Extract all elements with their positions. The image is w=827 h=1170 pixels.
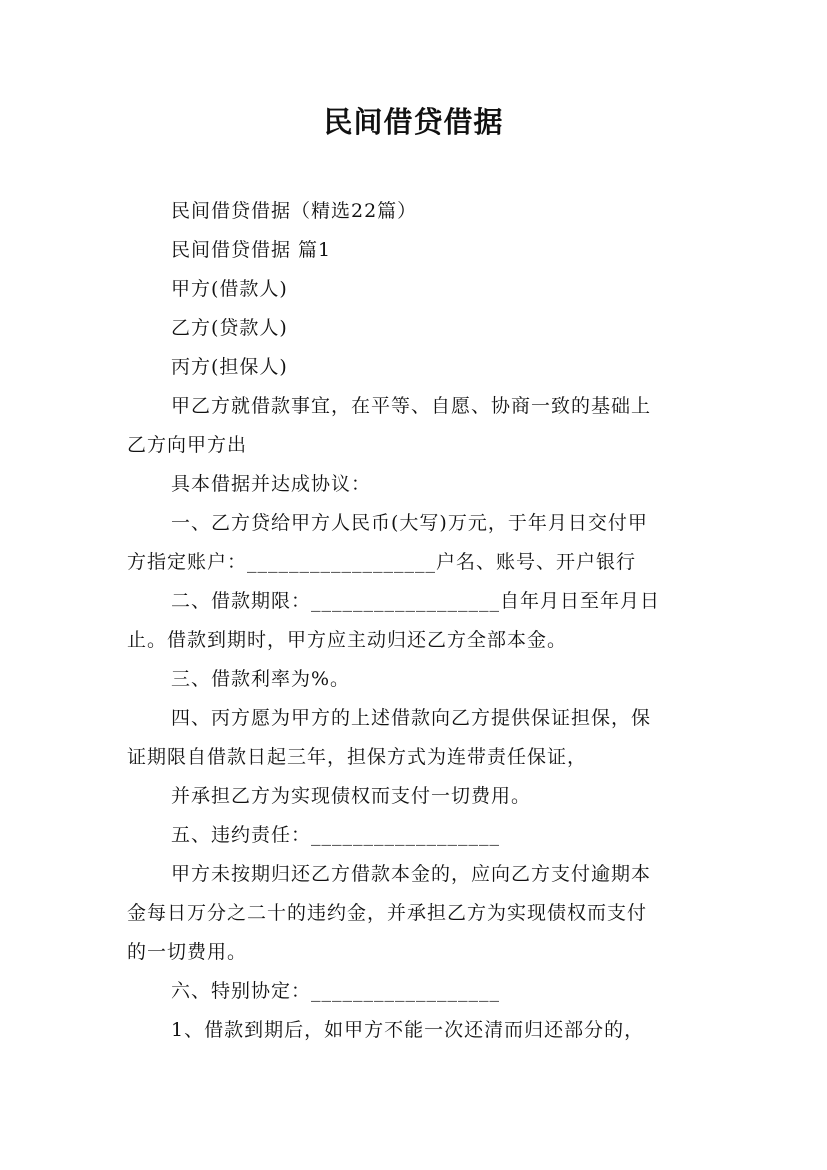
clause-5-detail-line-1: 甲方未按期归还乙方借款本金的，应向乙方支付逾期本 <box>171 863 652 885</box>
document-title: 民间借贷借据 <box>323 105 504 139</box>
party-c-line: 丙方(担保人) <box>171 356 288 378</box>
paragraph-subtitle: 民间借贷借据（精选22篇） <box>171 200 418 222</box>
intro-paragraph-line-2: 乙方向甲方出 <box>127 434 248 456</box>
clause-3: 三、借款利率为%。 <box>171 668 351 690</box>
intro-paragraph-line-1: 甲乙方就借款事宜，在平等、自愿、协商一致的基础上 <box>171 395 652 417</box>
clause-1-line-1: 一、乙方贷给甲方人民币(大写)万元，于年月日交付甲 <box>171 512 648 534</box>
paragraph-section-heading: 民间借贷借据 篇1 <box>171 239 332 261</box>
clause-2-line-2: 止。借款到期时，甲方应主动归还乙方全部本金。 <box>127 629 568 651</box>
document-body <box>127 192 705 1050</box>
clause-4-line-2: 证期限自借款日起三年，担保方式为连带责任保证， <box>127 746 588 768</box>
clause-5: 五、违约责任：__________________ <box>171 824 501 846</box>
clause-6-item-1: 1、借款到期后，如甲方不能一次还清而归还部分的， <box>171 1019 645 1041</box>
clause-6: 六、特别协定：__________________ <box>171 980 501 1002</box>
clause-2-line-1: 二、借款期限：__________________自年月日至年月日 <box>171 590 661 612</box>
party-b-line: 乙方(贷款人) <box>171 317 288 339</box>
clause-5-detail-line-2: 金每日万分之二十的违约金，并承担乙方为实现债权而支付 <box>127 902 648 924</box>
party-a-line: 甲方(借款人) <box>171 278 288 300</box>
agreement-statement: 具本借据并达成协议： <box>171 473 372 495</box>
clause-1-line-2: 方指定账户：__________________户名、账号、开户银行 <box>127 551 637 573</box>
clause-5-detail-line-3: 的一切费用。 <box>127 941 248 963</box>
clause-4-line-3: 并承担乙方为实现债权而支付一切费用。 <box>171 785 532 807</box>
clause-4-line-1: 四、丙方愿为甲方的上述借款向乙方提供保证担保，保 <box>171 707 652 729</box>
